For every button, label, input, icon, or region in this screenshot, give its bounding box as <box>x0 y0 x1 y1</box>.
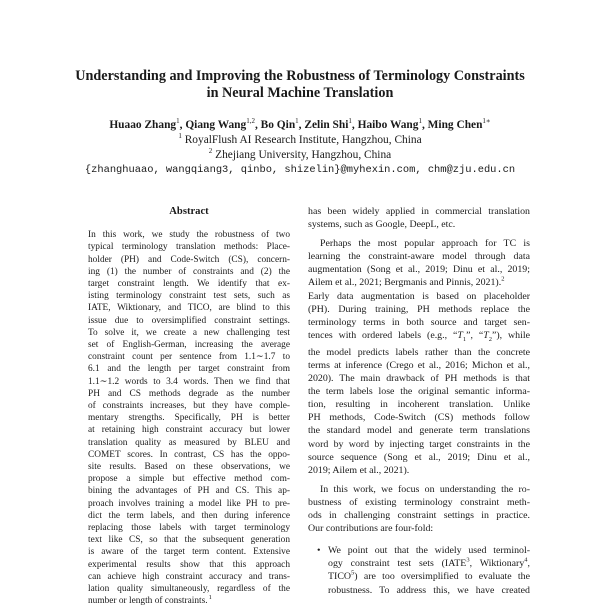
author-sup: 1,2 <box>246 117 255 126</box>
text-line: (PH). During training, PH methods replace the <box>308 303 530 315</box>
title-line-1: Understanding and Improving the Robustness of Terminology Constraints <box>75 68 525 84</box>
author-sup: 1 <box>348 117 352 126</box>
paper-title <box>40 68 560 102</box>
intro-column <box>308 205 530 597</box>
author-name: Huaao Zhang <box>109 119 177 131</box>
abstract-line: To solve it, we create a new challenging test <box>88 327 290 338</box>
abstract-line: can achieve high constraint accuracy and trans- <box>88 571 290 582</box>
text-line: ods in challenging constraint settings in practice. <box>308 510 530 522</box>
author-name: Ming Chen <box>427 119 483 131</box>
author-sup: 1∗ <box>482 117 491 126</box>
text-line: tion, resulting in incoherent translation. Unlike <box>308 399 530 411</box>
abstract-line: site results. Based on these observations, we <box>88 462 290 473</box>
author-name: Zelin Shi <box>304 119 349 131</box>
text-line: Our contributions are four-fold: <box>308 523 434 535</box>
author-block <box>40 118 560 178</box>
abstract-body <box>88 229 290 607</box>
bullet-icon: • <box>317 545 321 557</box>
abstract-line: propose a simple but effective method com- <box>88 474 290 485</box>
abstract-line: is aware of the target term content. Extensive <box>88 547 290 558</box>
text-line: the term labels lose the original semantic informa- <box>308 386 530 398</box>
abstract-line: lation quality simultaneously, regardless of the <box>88 584 290 595</box>
abstract-line: issue due to oversimplified constraint settings. <box>88 315 290 326</box>
text-line: We point out that the widely used terminol- <box>328 545 530 557</box>
text-line: tences with ordered labels (e.g., “$T_1$”, “$T_2$”), while <box>308 329 530 343</box>
text-line: word by word by injecting target constraints in the <box>308 438 530 450</box>
abstract-line: bining the advantages of PH and CS. This ap- <box>88 486 290 497</box>
text-line: source sequence (Song et al., 2019; Dinu et al., <box>308 451 530 463</box>
text-line: bustness of existing terminology constraint meth- <box>308 496 530 508</box>
affiliation-1: $^1$ RoyalFlush AI Research Institute, Hangzhou, China <box>178 132 422 146</box>
text-line: the model predicts labels rather than the concrete <box>308 346 530 358</box>
term-label-1: T <box>457 329 463 341</box>
text-line: the standard model and generate term translations <box>308 425 530 437</box>
text-line: 2019; Ailem et al., 2021). <box>308 464 410 476</box>
title-line-2: in Neural Machine Translation <box>206 85 394 101</box>
author-names: Huaao Zhang$^1$, Qiang Wang$^{1,2}$, Bo Qin$^1$, Zelin Shi$^1$, Haibo Wang$^1$, Ming Chen$^{1∗}$ <box>109 117 491 131</box>
abstract-line: mentary strengths. Specifically, PH is better <box>88 413 290 424</box>
text-line: In this work, we focus on understanding the ro- <box>320 483 530 495</box>
abstract-line: target constraint length. We identify that ex- <box>88 279 290 290</box>
abstract-line: COMET scores. In contrast, CS has the oppo- <box>88 449 290 460</box>
text-line: Ailem et al., 2021; Bergmanis and Pinnis, 2021).$^2$ <box>308 276 505 289</box>
abstract-line: ing (1) the number of constraints and (2) the <box>88 266 290 277</box>
abstract-line: replacing those labels with target terminology <box>88 523 290 534</box>
text-line: ogy constraint test sets (IATE$^3$, Wiktionary$^4$, <box>328 557 530 570</box>
abstract-line: isting terminology constraint test sets, such as <box>88 291 290 302</box>
text-line: has been widely applied in commercial translation <box>308 206 530 217</box>
text-line: PH methods, Code-Switch (CS) methods follow <box>308 412 530 424</box>
abstract-column <box>88 206 290 608</box>
text-line: robustness. To address this, we have created <box>328 584 530 596</box>
text-line: TICO$^5$) are too oversimplified to evaluate the <box>328 570 530 583</box>
text-line: terminology terms in both source and target sen- <box>308 316 530 328</box>
term-label-2: T <box>483 329 489 341</box>
author-emails: {zhanghuaao, wangqiang3, qinbo, shizelin}@myhexin.com, chm@zju.edu.cn <box>84 164 516 176</box>
text-line: learning the constraint-aware model through data <box>308 251 530 263</box>
footnote-marker: 2 <box>501 276 505 284</box>
abstract-line: at retaining high constraint accuracy but lower <box>88 425 290 436</box>
text-line: systems, such as Google, DeepL, etc. <box>308 219 456 231</box>
abstract-line: number or length of constraints. <box>88 596 208 607</box>
abstract-line: typical terminology translation methods: Place- <box>88 242 290 253</box>
text-line: augmentation (Song et al., 2019; Dinu et al., 2019; <box>308 264 530 276</box>
author-sup: 1 <box>176 117 180 126</box>
text-line: Perhaps the most popular approach for TC is <box>320 238 530 250</box>
abstract-line: dict the term labels, and then during inference <box>88 510 290 521</box>
abstract-line: constraint count per sentence from 1.1∼1.7 to <box>88 352 290 363</box>
contribution-bullet <box>308 544 530 596</box>
author-name: Qiang Wang <box>185 119 247 131</box>
abstract-line: of constraints increases, but they have comple- <box>88 401 290 412</box>
author-name: Haibo Wang <box>357 119 419 131</box>
abstract-line: In this work, we study the robustness of two <box>88 230 290 241</box>
abstract-line: proach involves training a model like PH to pre- <box>88 498 290 509</box>
abstract-line: PH and CS methods degrade as the number <box>88 388 290 399</box>
abstract-line: 6.1 and the length per target constraint from <box>88 364 290 375</box>
abstract-line: holder (PH) and Code-Switch (CS), concern- <box>88 254 290 265</box>
author-sup: 1 <box>418 117 422 126</box>
abstract-line: text like CS, so that the subsequent generation <box>88 535 290 546</box>
text-line: 2020). The main drawback of PH methods is that <box>308 373 530 385</box>
footnote-marker: 1 <box>208 594 212 602</box>
text-line: Early data augmentation is based on placeholder <box>308 290 530 302</box>
abstract-heading: Abstract <box>169 206 209 217</box>
abstract-line: translation quality as measured by BLEU and <box>88 437 290 448</box>
abstract-line: set of English-German, increasing the average <box>88 340 290 351</box>
author-name: Bo Qin <box>260 119 296 131</box>
abstract-line: 1.1∼1.2 words to 3.4 words. Then we find that <box>88 376 290 387</box>
abstract-line: experimental results show that this approach <box>88 559 290 570</box>
abstract-line: IATE, Wiktionary, and TICO, are blind to this <box>88 303 290 314</box>
affiliation-2: $^2$ Zhejiang University, Hangzhou, China <box>208 147 392 161</box>
text-line: terms at inference (Crego et al., 2016; Michon et al., <box>308 360 530 371</box>
author-sup: 1 <box>295 117 299 126</box>
